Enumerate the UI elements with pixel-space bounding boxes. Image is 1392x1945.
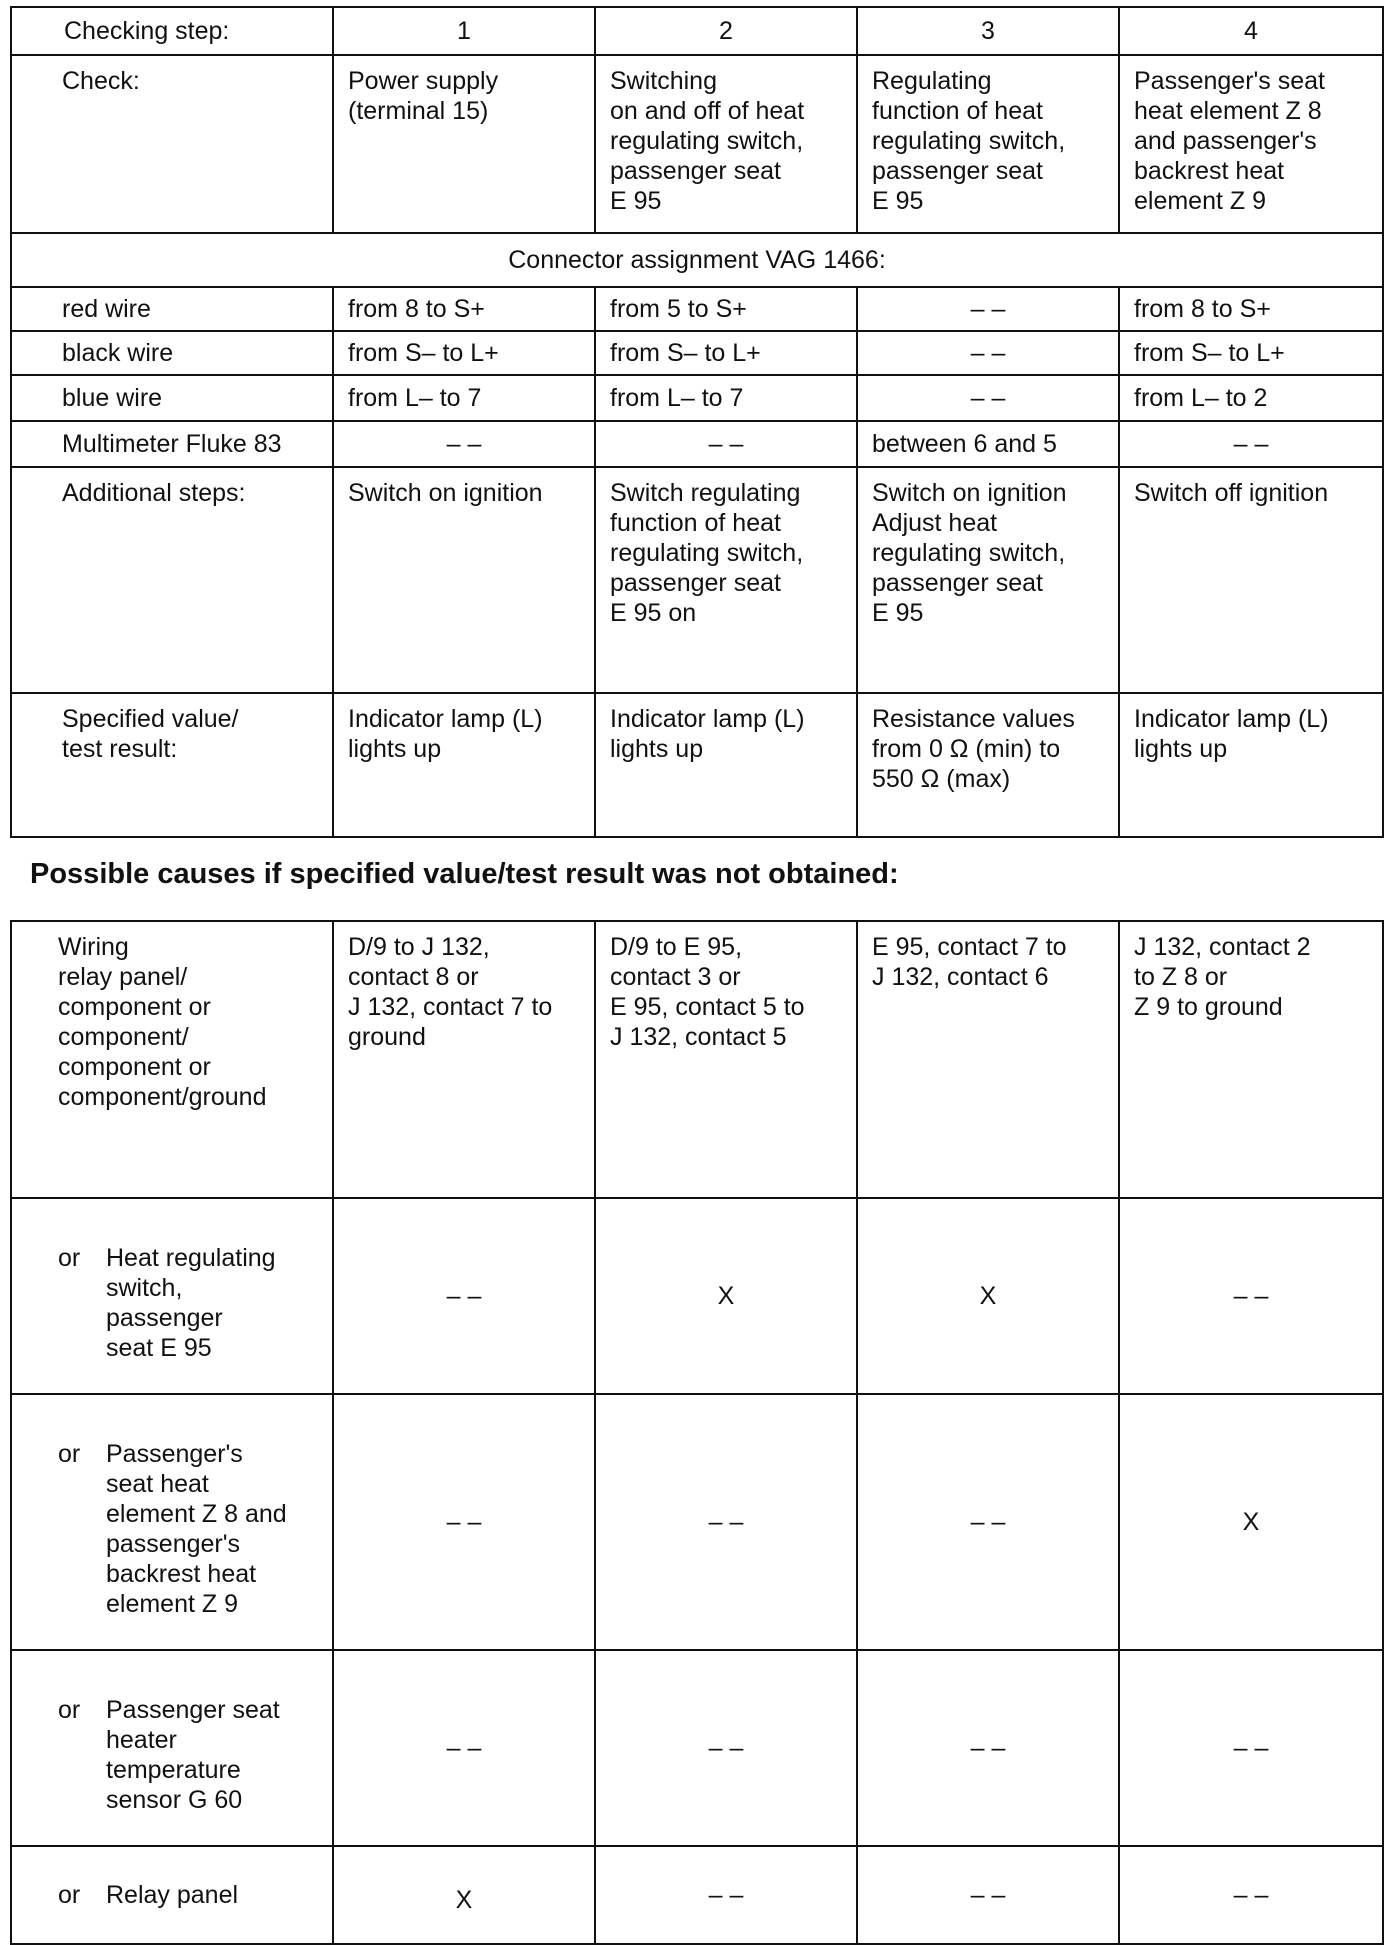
check-row xyxy=(11,55,1383,233)
wire-cell: from S– to L+ xyxy=(333,331,595,375)
additional-step-cell: Switch regulating function of heat regulating switch, passenger seat E 95 on xyxy=(595,467,857,693)
additional-steps-label: Additional steps: xyxy=(11,467,333,693)
test-steps-table xyxy=(10,6,1384,838)
cause-label: Heat regulating switch, passenger seat E 95 xyxy=(106,1244,276,1362)
or-label: or xyxy=(58,1881,81,1909)
cause-label: Relay panel xyxy=(106,1881,239,1909)
wire-cell: – – xyxy=(857,331,1119,375)
cause-row-heat-element xyxy=(11,1394,1383,1650)
specified-value-cell: Indicator lamp (L) lights up xyxy=(1119,693,1383,837)
cause-mark: – – xyxy=(595,1846,857,1944)
wire-cell: from S– to L+ xyxy=(1119,331,1383,375)
possible-causes-table xyxy=(10,920,1384,1945)
wire-label: blue wire xyxy=(11,375,333,421)
wire-cell: from 8 to S+ xyxy=(1119,287,1383,331)
specified-value-cell: Indicator lamp (L) lights up xyxy=(333,693,595,837)
cause-label-cell xyxy=(11,1394,333,1650)
cause-label-cell xyxy=(11,1198,333,1394)
wire-label: red wire xyxy=(11,287,333,331)
wire-label: black wire xyxy=(11,331,333,375)
wire-cell: from L– to 2 xyxy=(1119,375,1383,421)
specified-value-row xyxy=(11,693,1383,837)
wiring-cell: J 132, contact 2 to Z 8 or Z 9 to ground xyxy=(1119,921,1383,1198)
additional-step-cell: Switch off ignition xyxy=(1119,467,1383,693)
checking-step-label: Checking step: xyxy=(11,7,333,55)
check-cell-2: Switching on and off of heat regulating switch, passenger seat E 95 xyxy=(595,55,857,233)
cause-mark: – – xyxy=(857,1394,1119,1650)
cause-mark: – – xyxy=(333,1394,595,1650)
wire-cell: from 8 to S+ xyxy=(333,287,595,331)
check-label: Check: xyxy=(11,55,333,233)
cause-label: Passenger's seat heat element Z 8 and passenger's backrest heat element Z 9 xyxy=(106,1440,287,1618)
cause-mark: X xyxy=(1119,1394,1383,1650)
cause-mark: – – xyxy=(333,1650,595,1846)
additional-step-cell: Switch on ignition Adjust heat regulating switch, passenger seat E 95 xyxy=(857,467,1119,693)
cause-mark: – – xyxy=(595,1394,857,1650)
cause-mark: X xyxy=(857,1198,1119,1394)
connector-banner: Connector assignment VAG 1466: xyxy=(11,233,1383,287)
or-label: or xyxy=(58,1696,81,1724)
wire-cell: from S– to L+ xyxy=(595,331,857,375)
step-number-4: 4 xyxy=(1119,7,1383,55)
wire-cell: from 5 to S+ xyxy=(595,287,857,331)
wire-cell: from L– to 7 xyxy=(595,375,857,421)
wire-cell: – – xyxy=(857,375,1119,421)
cause-mark: – – xyxy=(857,1650,1119,1846)
cause-label-cell xyxy=(11,1846,333,1944)
cause-mark: – – xyxy=(1119,1650,1383,1846)
cause-mark: X xyxy=(333,1846,595,1944)
cause-row-temp-sensor xyxy=(11,1650,1383,1846)
wire-row-blue xyxy=(11,375,1383,421)
cause-mark: – – xyxy=(1119,1846,1383,1944)
wire-cell: from L– to 7 xyxy=(333,375,595,421)
wiring-cell: D/9 to J 132, contact 8 or J 132, contact 7 to ground xyxy=(333,921,595,1198)
wire-row-red xyxy=(11,287,1383,331)
check-cell-3: Regulating function of heat regulating switch, passenger seat E 95 xyxy=(857,55,1119,233)
step-number-3: 3 xyxy=(857,7,1119,55)
or-label: or xyxy=(58,1244,81,1272)
cause-label: Passenger seat heater temperature sensor G 60 xyxy=(106,1696,280,1814)
wiring-cell: E 95, contact 7 to J 132, contact 6 xyxy=(857,921,1119,1198)
cause-mark: – – xyxy=(595,1650,857,1846)
or-label: or xyxy=(58,1440,81,1468)
multimeter-label: Multimeter Fluke 83 xyxy=(11,421,333,467)
cause-mark: – – xyxy=(857,1846,1119,1944)
wiring-cell: D/9 to E 95, contact 3 or E 95, contact 5 to J 132, contact 5 xyxy=(595,921,857,1198)
specified-value-label: Specified value/ test result: xyxy=(11,693,333,837)
check-cell-4: Passenger's seat heat element Z 8 and passenger's backrest heat element Z 9 xyxy=(1119,55,1383,233)
multimeter-row xyxy=(11,421,1383,467)
additional-step-cell: Switch on ignition xyxy=(333,467,595,693)
step-number-1: 1 xyxy=(333,7,595,55)
specified-value-cell: Resistance values from 0 Ω (min) to 550 Ω (max) xyxy=(857,693,1119,837)
multimeter-cell: – – xyxy=(595,421,857,467)
checking-step-row xyxy=(11,7,1383,55)
step-number-2: 2 xyxy=(595,7,857,55)
check-cell-1: Power supply (terminal 15) xyxy=(333,55,595,233)
cause-mark: – – xyxy=(333,1198,595,1394)
cause-label-cell xyxy=(11,1650,333,1846)
cause-row-relay-panel xyxy=(11,1846,1383,1944)
cause-mark: X xyxy=(595,1198,857,1394)
cause-mark: – – xyxy=(1119,1198,1383,1394)
specified-value-cell: Indicator lamp (L) lights up xyxy=(595,693,857,837)
connector-banner-row xyxy=(11,233,1383,287)
multimeter-cell: between 6 and 5 xyxy=(857,421,1119,467)
additional-steps-row xyxy=(11,467,1383,693)
possible-causes-heading: Possible causes if specified value/test result was not obtained: xyxy=(30,858,899,890)
multimeter-cell: – – xyxy=(333,421,595,467)
cause-row-heat-switch xyxy=(11,1198,1383,1394)
wire-cell: – – xyxy=(857,287,1119,331)
multimeter-cell: – – xyxy=(1119,421,1383,467)
wiring-label: Wiring relay panel/ component or component/ component or component/ground xyxy=(11,921,333,1198)
wiring-row xyxy=(11,921,1383,1198)
wire-row-black xyxy=(11,331,1383,375)
